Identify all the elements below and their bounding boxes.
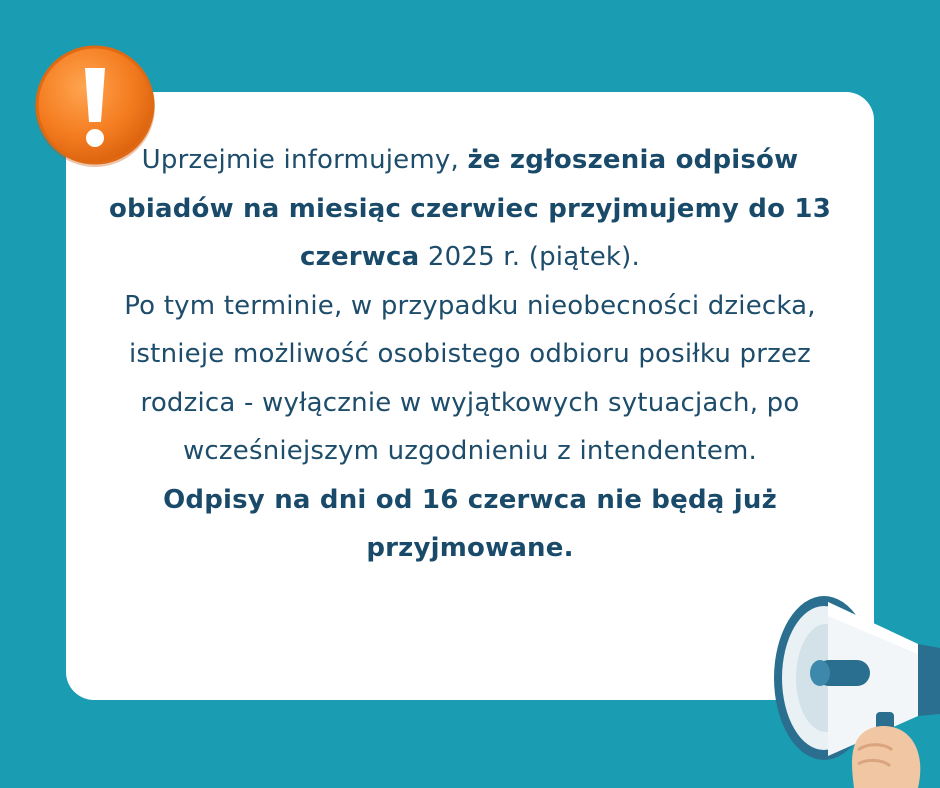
final-notice-bold: Odpisy na dni od 16 czerwca nie będą już przyjmowane. [163,484,777,563]
deadline-date-text: 2025 r. (piątek). [419,242,640,272]
policy-paragraph: Po tym terminie, w przypadku nieobecności dziecka, istnieje możliwość osobistego odbioru posiłku przez rodzica - wyłącznie w wyjątkowych sytuacjach, po wcześniejszym uzgodnieniu z intendentem. [124,290,816,466]
announcement-text [100,136,840,573]
megaphone-icon [768,592,940,788]
deadline-bold-text: że zgłoszenia odpisów obiadów na miesiąc czerwiec przyjmujemy do 13 czerwca [108,145,832,272]
intro-text: Uprzejmie informujemy, [141,145,468,175]
exclamation-icon [32,44,158,170]
